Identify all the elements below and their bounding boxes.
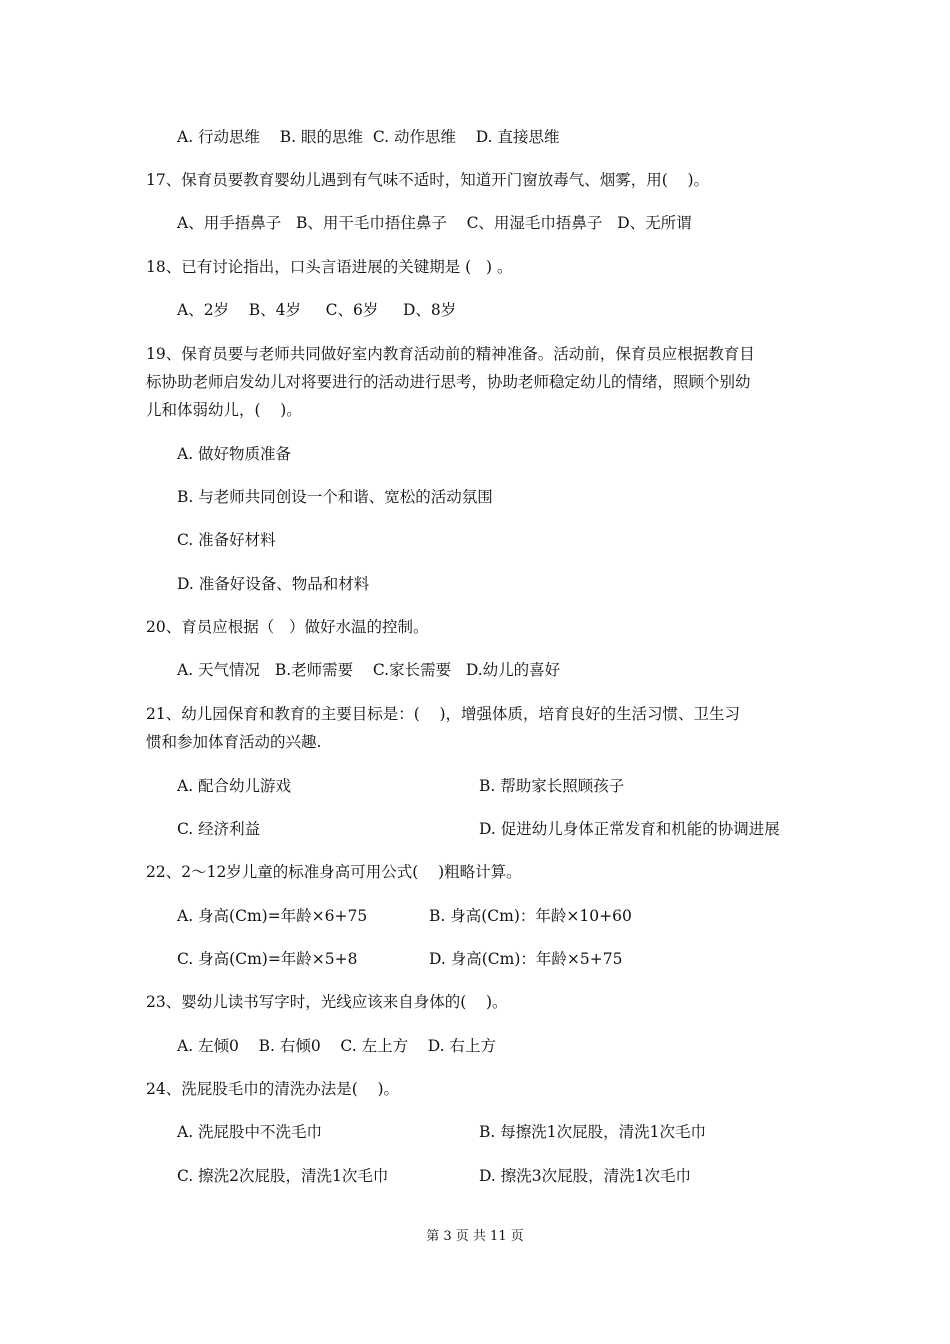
q22-option-a: A. 身高(Cm)=年龄×6+75 <box>177 907 368 925</box>
q20-options: A. 天气情况 B.老师需要 C.家长需要 D.幼儿的喜好 <box>177 661 561 679</box>
q22-option-d: D. 身高(Cm)：年龄×5+75 <box>429 950 623 968</box>
q20-stem: 20、育员应根据（ ）做好水温的控制。 <box>146 618 429 636</box>
q19-stem-line-2: 标协助老师启发幼儿对将要进行的活动进行思考，协助老师稳定幼儿的情绪，照顾个别幼 <box>146 373 751 391</box>
q22-stem: 22、2～12岁儿童的标准身高可用公式( )粗略计算。 <box>146 863 522 881</box>
page-number-footer: 第 3 页 共 11 页 <box>426 1229 524 1244</box>
q22-option-c: C. 身高(Cm)=年龄×5+8 <box>177 950 358 968</box>
q23-options: A. 左倾0 B. 右倾0 C. 左上方 D. 右上方 <box>177 1037 497 1055</box>
q22-option-b: B. 身高(Cm)：年龄×10+60 <box>429 907 632 925</box>
q21-option-a: A. 配合幼儿游戏 <box>177 777 292 795</box>
q19-stem-line-3: 儿和体弱幼儿，( )。 <box>146 401 302 419</box>
q21-option-d: D. 促进幼儿身体正常发育和机能的协调进展 <box>479 820 780 838</box>
q21-option-b: B. 帮助家长照顾孩子 <box>479 777 625 795</box>
q21-option-c: C. 经济利益 <box>177 820 261 838</box>
q17-options: A、用手捂鼻子 B、用干毛巾捂住鼻子 C、用湿毛巾捂鼻子 D、无所谓 <box>177 214 692 232</box>
q17-stem: 17、保育员要教育婴幼儿遇到有气味不适时，知道开门窗放毒气、烟雾，用( )。 <box>146 171 710 189</box>
q19-option-c: C. 准备好材料 <box>177 531 276 549</box>
q21-stem-line-1: 21、幼儿园保育和教育的主要目标是：( )，增强体质，培育良好的生活习惯、卫生习 <box>146 705 741 723</box>
q24-option-c: C. 擦洗2次屁股，清洗1次毛巾 <box>177 1167 389 1185</box>
q16-options: A. 行动思维 B. 眼的思维 C. 动作思维 D. 直接思维 <box>177 128 560 146</box>
q24-option-b: B. 每擦洗1次屁股，清洗1次毛巾 <box>479 1123 706 1141</box>
q21-stem-line-2: 惯和参加体育活动的兴趣. <box>146 733 322 751</box>
q24-option-d: D. 擦洗3次屁股，清洗1次毛巾 <box>479 1167 691 1185</box>
q23-stem: 23、婴幼儿读书写字时，光线应该来自身体的( )。 <box>146 993 508 1011</box>
q19-option-d: D. 准备好设备、物品和材料 <box>177 575 370 593</box>
q24-option-a: A. 洗屁股中不洗毛巾 <box>177 1123 323 1141</box>
q18-options: A、2岁 B、4岁 C、6岁 D、8岁 <box>177 301 457 319</box>
q18-stem: 18、已有讨论指出，口头言语进展的关键期是 ( ) 。 <box>146 258 513 276</box>
q19-option-b: B. 与老师共同创设一个和谐、宽松的活动氛围 <box>177 488 493 506</box>
q24-stem: 24、洗屁股毛巾的清洗办法是( )。 <box>146 1080 400 1098</box>
q19-stem-line-1: 19、保育员要与老师共同做好室内教育活动前的精神准备。活动前，保育员应根据教育目 <box>146 345 755 363</box>
q19-option-a: A. 做好物质准备 <box>177 445 292 463</box>
